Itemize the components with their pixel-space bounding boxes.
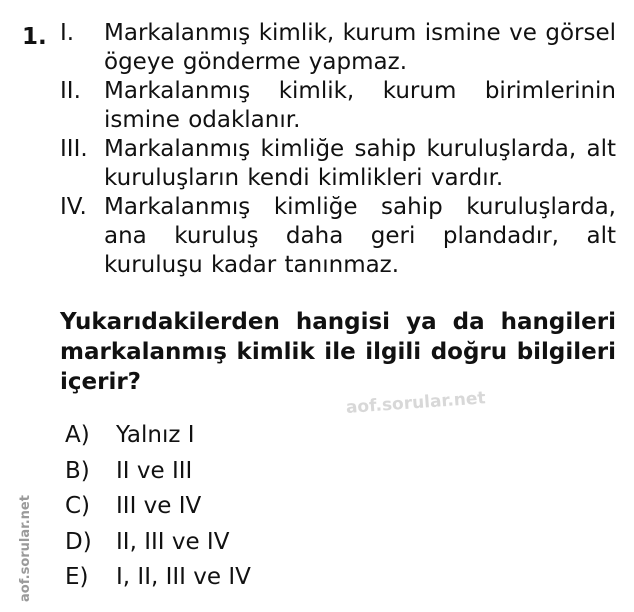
- statement-item: [60, 77, 616, 135]
- statement-item: [60, 193, 616, 280]
- watermark-center: aof.sorular.net: [345, 388, 487, 418]
- option-letter: E): [65, 564, 89, 590]
- statement-text: Markalanmış kimliğe sahip kuruluşlarda, ana kuruluş daha geri plandadır, alt kuruluşu kadar tanınmaz.: [104, 194, 616, 278]
- option-d[interactable]: [65, 525, 251, 561]
- option-letter: B): [65, 457, 90, 484]
- question-prompt: Yukarıdakilerden hangisi ya da hangileri markalanmış kimlik ile ilgili doğru bilgileri içerir?: [60, 309, 616, 395]
- question-number: 1.: [22, 24, 47, 50]
- statement-numeral: II.: [60, 78, 81, 104]
- option-a[interactable]: [65, 418, 251, 454]
- statement-text: Markalanmış kimlik, kurum ismine ve görsel ögeye gönderme yapmaz.: [104, 20, 616, 75]
- option-letter: A): [65, 422, 90, 448]
- statement-list: [60, 19, 616, 280]
- option-letter: D): [65, 528, 92, 555]
- statement-item: [60, 19, 616, 77]
- statement-numeral: I.: [60, 20, 75, 46]
- option-letter: C): [65, 493, 91, 519]
- option-c[interactable]: [65, 489, 251, 525]
- statement-text: Markalanmış kimliğe sahip kuruluşlarda, alt kuruluşların kendi kimlikleri vardır.: [104, 136, 616, 191]
- option-b[interactable]: [65, 454, 251, 490]
- option-text: II, III ve IV: [116, 528, 230, 555]
- option-text: II ve III: [116, 457, 193, 484]
- option-text: III ve IV: [116, 493, 202, 519]
- watermark-side: aof.sorular.net: [18, 495, 33, 602]
- answer-options: [65, 418, 251, 596]
- option-text: Yalnız I: [116, 422, 195, 448]
- statement-numeral: III.: [60, 136, 88, 162]
- option-text: I, II, III ve IV: [116, 564, 251, 590]
- statement-text: Markalanmış kimlik, kurum birimlerinin ismine odaklanır.: [104, 78, 616, 133]
- statement-item: [60, 135, 616, 193]
- statement-numeral: IV.: [60, 194, 87, 220]
- option-e[interactable]: [65, 560, 251, 596]
